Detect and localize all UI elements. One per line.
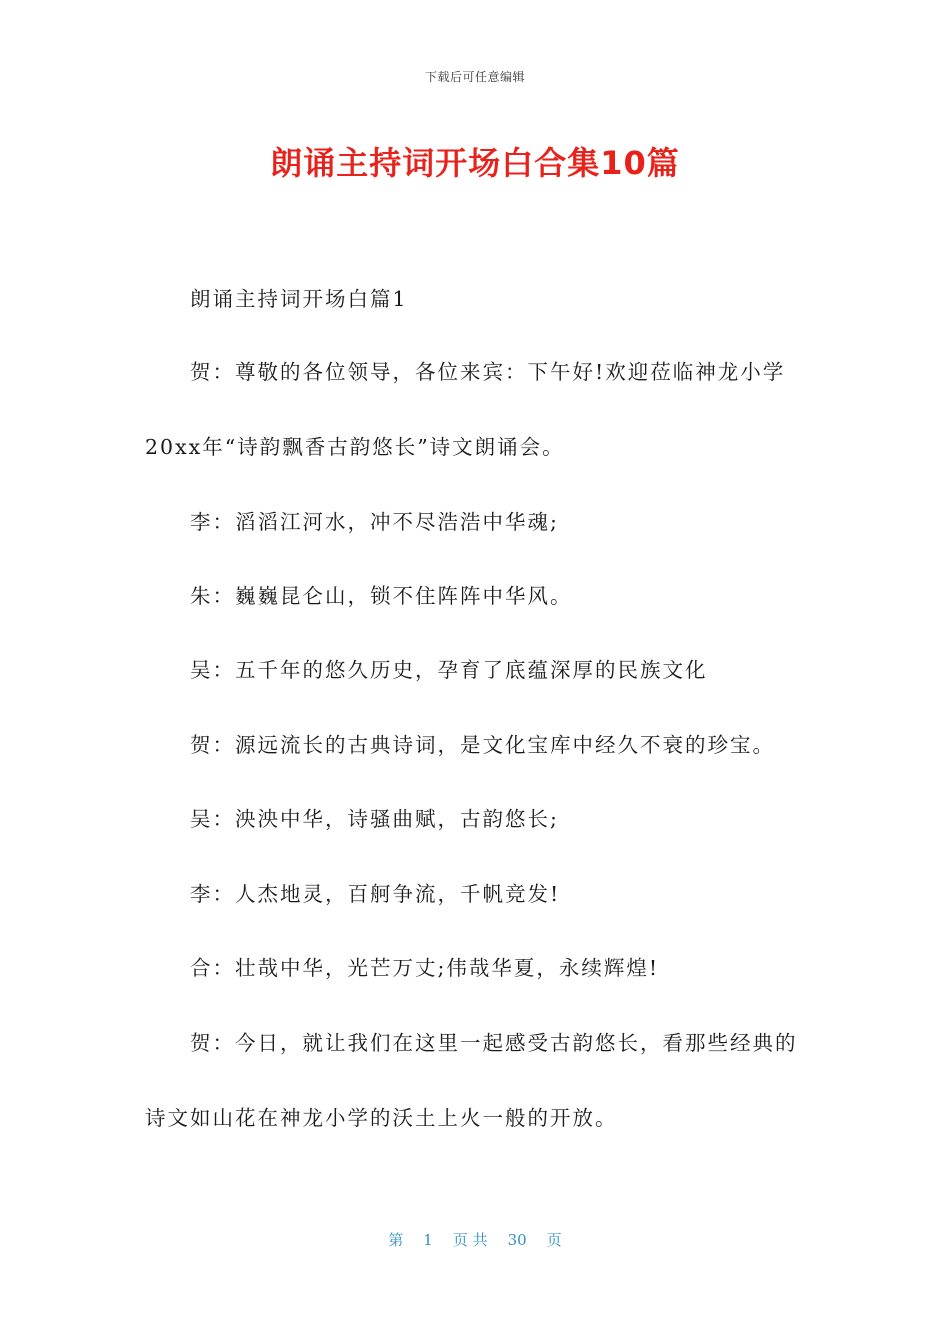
page-footer bbox=[0, 1229, 950, 1250]
page-header-note: 下载后可任意编辑 bbox=[424, 70, 525, 84]
paragraph: 合：壮哉中华，光芒万丈;伟哉华夏，永续辉煌! bbox=[190, 956, 660, 980]
total-pages: 30 bbox=[507, 1231, 527, 1249]
paragraph: 吴：五千年的悠久历史，孕育了底蕴深厚的民族文化 bbox=[190, 658, 708, 682]
section-heading: 朗诵主持词开场白篇1 bbox=[190, 287, 408, 311]
paragraph: 贺：尊敬的各位领导，各位来宾：下午好!欢迎莅临神龙小学 bbox=[190, 360, 786, 384]
page-label: 第 bbox=[388, 1231, 404, 1249]
page-total-label: 页 共 bbox=[452, 1231, 488, 1249]
page-number: 1 bbox=[423, 1231, 433, 1249]
page-unit: 页 bbox=[546, 1231, 562, 1249]
paragraph: 20xx年“诗韵飘香古韵悠长”诗文朗诵会。 bbox=[145, 435, 565, 459]
paragraph: 朱：巍巍昆仑山，锁不住阵阵中华风。 bbox=[190, 584, 573, 608]
paragraph: 贺：今日，就让我们在这里一起感受古韵悠长，看那些经典的 bbox=[190, 1031, 798, 1055]
paragraph: 诗文如山花在神龙小学的沃土上火一般的开放。 bbox=[145, 1106, 618, 1130]
paragraph: 贺：源远流长的古典诗词，是文化宝库中经久不衰的珍宝。 bbox=[190, 733, 775, 757]
paragraph: 李：滔滔江河水，冲不尽浩浩中华魂; bbox=[190, 510, 559, 534]
paragraph: 吴：泱泱中华，诗骚曲赋，古韵悠长; bbox=[190, 807, 559, 831]
document-title: 朗诵主持词开场白合集10篇 bbox=[270, 144, 680, 182]
paragraph: 李：人杰地灵，百舸争流，千帆竞发! bbox=[190, 882, 561, 906]
